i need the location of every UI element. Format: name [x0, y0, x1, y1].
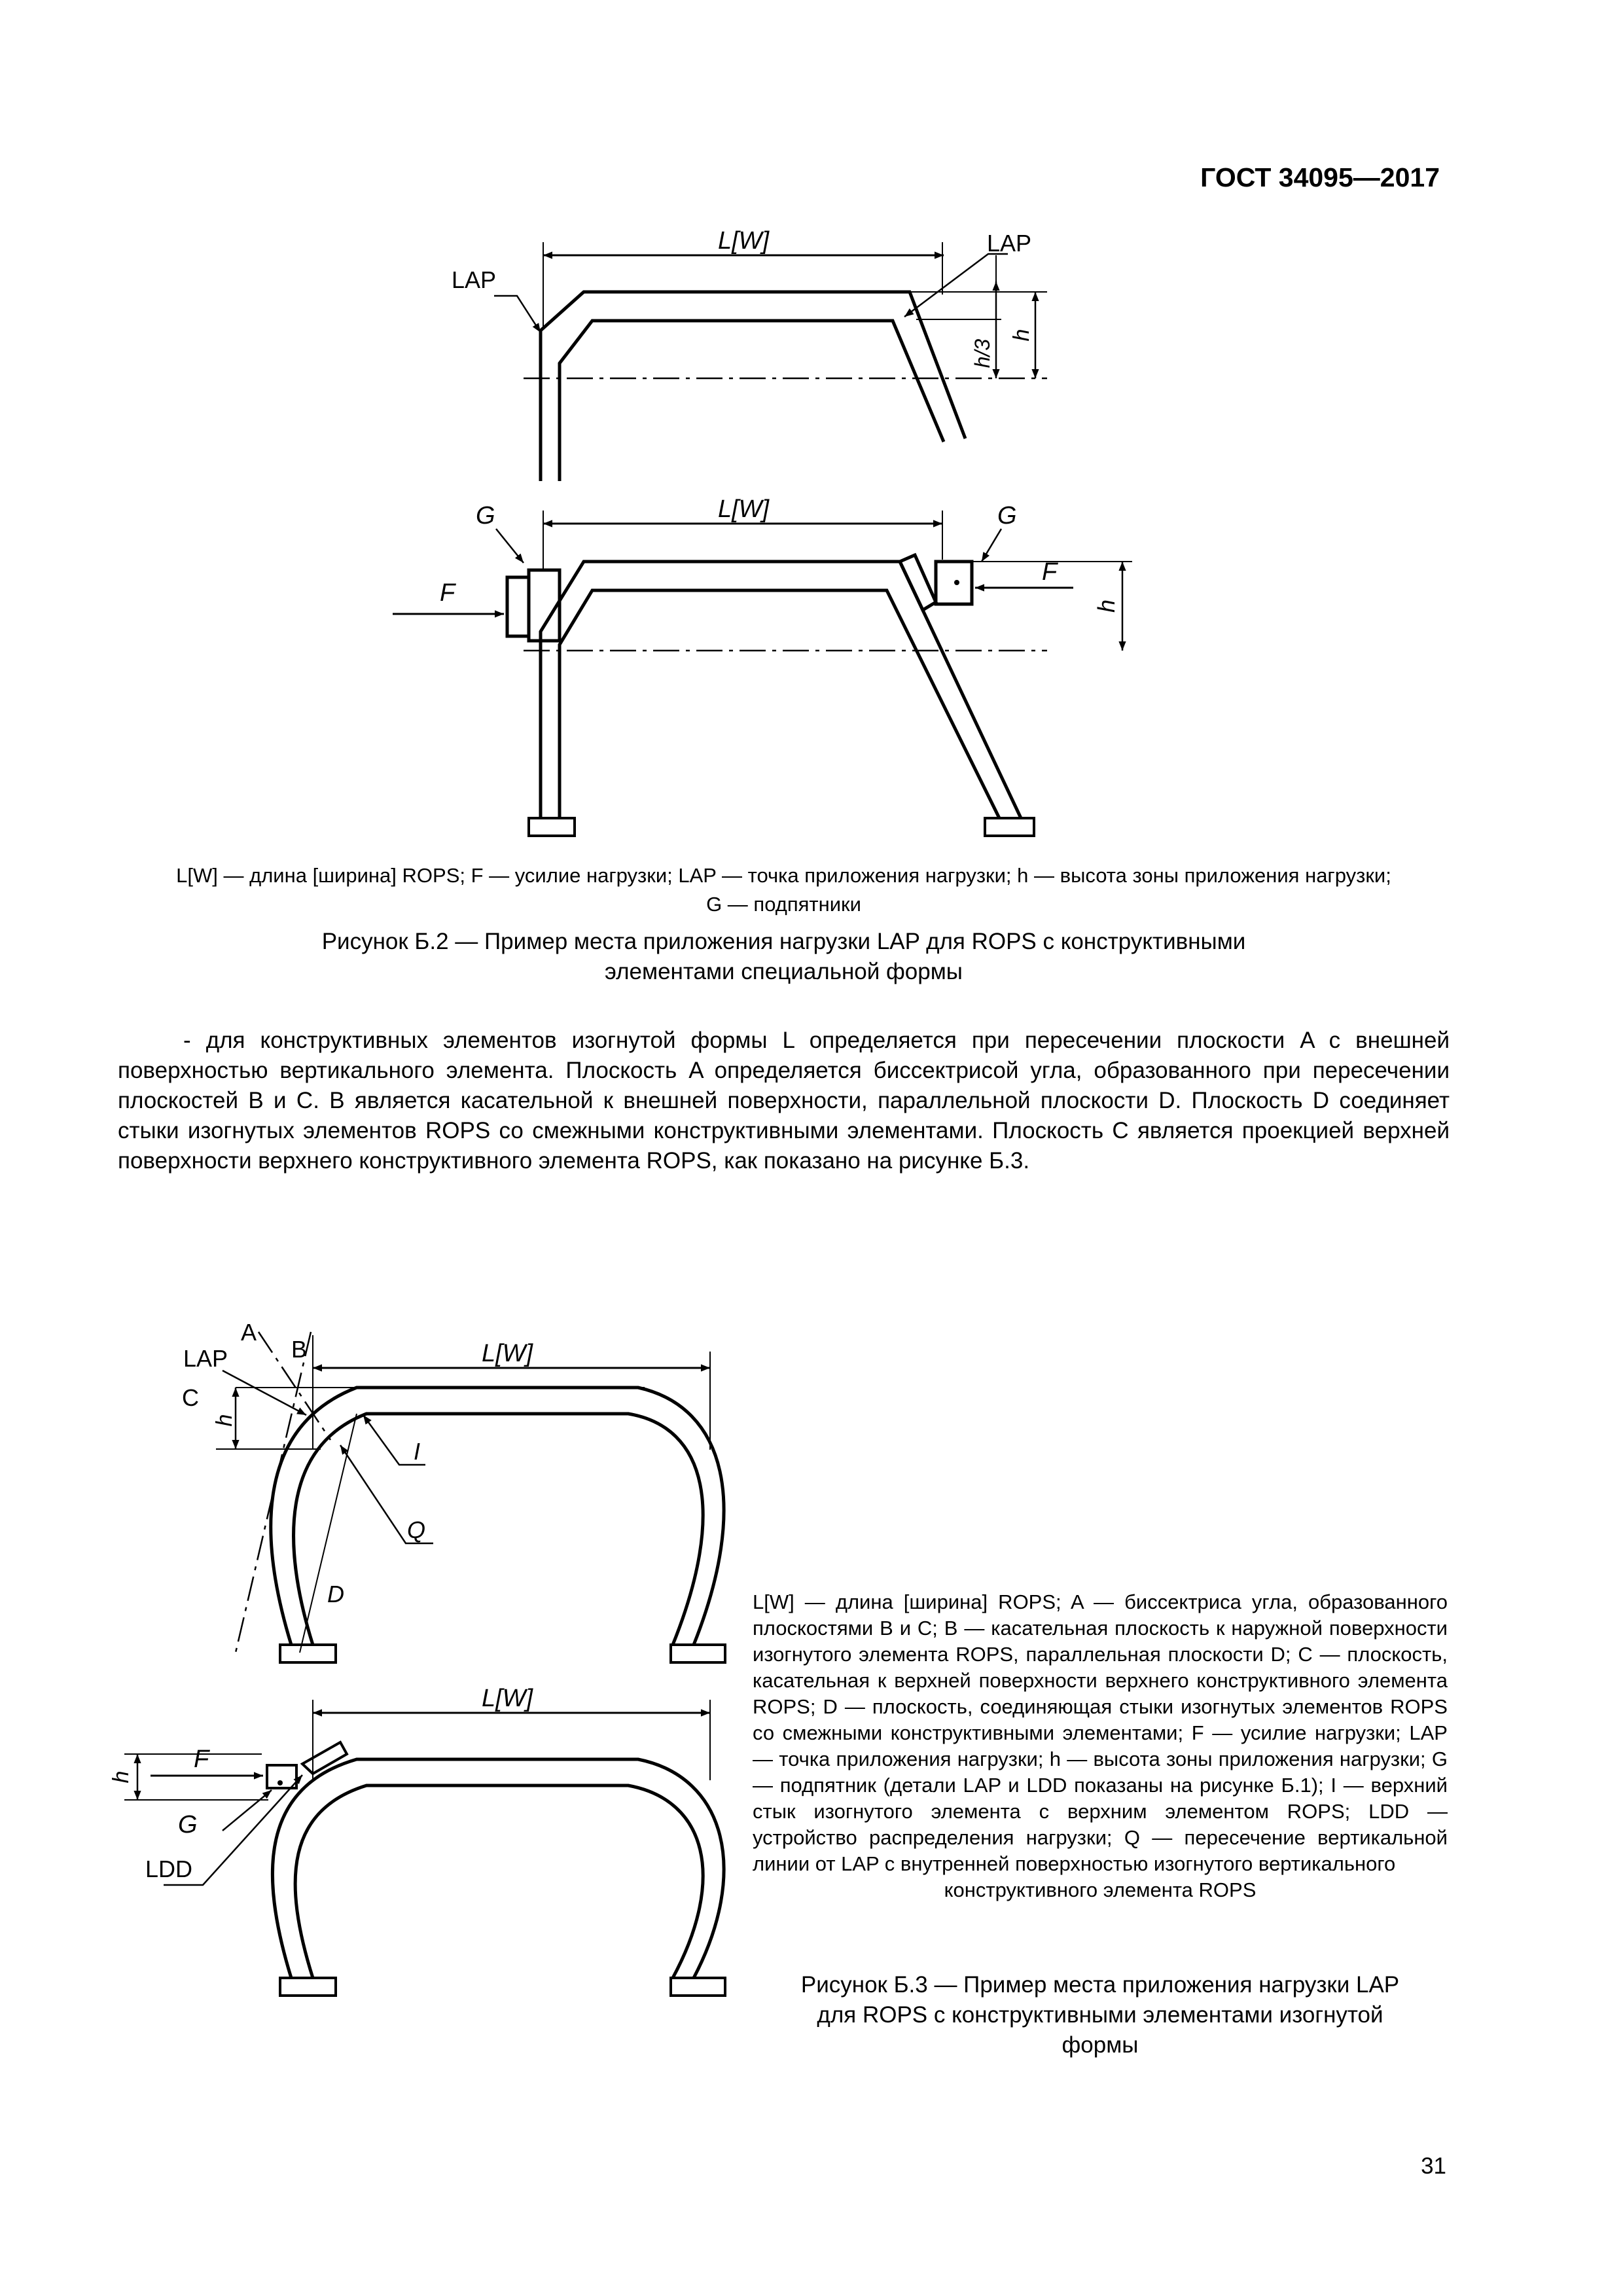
- figure-b3-title: [753, 1970, 1448, 2060]
- figure-b2-bottom-diagram: [393, 511, 1132, 836]
- figure-b2-legend-line2: G — подпятники: [706, 893, 861, 916]
- figure-b2-legend: [118, 861, 1450, 919]
- body-paragraph: - для конструктивных элементов изогнутой формы L определяется при пересечении плоскости A с внешней поверхностью вертикального элемента. Плоскость A определяется биссектрисой угла, образованного при пересечении плоскостей B и C. B является касательной к внешней поверхности, параллельной плоскости D. Плоскость D соединяет стыки изогнутых элементов ROPS со смежными конструктивными элементами. Плоскость C является проекцией верхней поверхности верхнего конструктивного элемента ROPS, как показано на рисунке Б.3.: [118, 1028, 1450, 1174]
- figure-b3-top-diagram: [216, 1332, 725, 1662]
- b3-g-label: G: [178, 1811, 198, 1839]
- b3-bottom-dim-label: L[W]: [481, 1685, 533, 1712]
- b2-bottom-h-label: h: [1093, 599, 1120, 613]
- b3-i-label: I: [414, 1438, 421, 1465]
- b2-top-h3-label: h/3: [971, 338, 994, 368]
- b2-bottom-dim-label: L[W]: [717, 495, 770, 523]
- b2-g-left-label: G: [476, 502, 495, 529]
- b2-top-lap-left: LAP: [452, 266, 497, 293]
- figure-b2-title-line2: элементами специальной формы: [605, 959, 963, 984]
- b2-f-left-label: F: [440, 579, 455, 607]
- b3-bottom-h-label: h: [109, 1770, 134, 1784]
- b2-g-right-label: G: [997, 502, 1017, 529]
- b2-top-dim-label: L[W]: [717, 227, 770, 255]
- b2-top-lap-right: LAP: [987, 230, 1032, 257]
- figure-b3-legend: [753, 1589, 1448, 1903]
- b3-a-label: A: [241, 1319, 257, 1346]
- figure-b2-title-line1: Рисунок Б.2 — Пример места приложения нагрузки LAP для ROPS с конструктивными: [321, 929, 1246, 954]
- b3-top-dim-label: L[W]: [481, 1340, 533, 1367]
- figure-b2-legend-line1: L[W] — длина [ширина] ROPS; F — усилие нагрузки; LAP — точка приложения нагрузки; h — высота зоны приложения нагрузки;: [176, 864, 1391, 887]
- figure-b3-title-line2: для ROPS с конструктивными элементами изогнутой: [817, 2002, 1383, 2028]
- b3-lap-label: LAP: [183, 1345, 228, 1372]
- figure-b3-legend-last-line: конструктивного элемента ROPS: [944, 1878, 1257, 1901]
- figure-b3-title-line3: формы: [1061, 2032, 1139, 2058]
- b3-c-label: C: [182, 1384, 199, 1411]
- b3-ldd-label: LDD: [145, 1856, 193, 1882]
- b3-f-label: F: [194, 1746, 209, 1773]
- b2-top-h-label: h: [1009, 329, 1034, 342]
- b3-b-label: B: [291, 1336, 308, 1363]
- b3-d-label: D: [327, 1581, 344, 1607]
- b3-top-h-label: h: [212, 1414, 237, 1427]
- standard-header: ГОСТ 34095—2017: [1200, 162, 1440, 192]
- page-number: 31: [1421, 2153, 1446, 2179]
- b3-q-label: Q: [407, 1516, 426, 1543]
- figure-b2-title: [118, 927, 1450, 987]
- figure-b3-legend-text: L[W] — длина [ширина] ROPS; A — биссектриса угла, образованного плоскостями B и C; B — касательная плоскость к наружной поверхности изогнутого элемента ROPS, параллельная плоскости D; C — плоскость, касательная к верхней поверхности верхнего конструктивного элемента ROPS; D — плоскость, соединяющая стыки изогнутых элементов ROPS со смежными конструктивными элементами; F — усилие нагрузки; LAP — точка приложения нагрузки; h — высота зоны приложения нагрузки; G — подпятник (детали LAP и LDD показаны на рисунке Б.1); I — верхний стык изогнутого элемента с верхним элементом ROPS; LDD — устройство распределения нагрузки; Q — пересечение вертикальной линии от LAP с внутренней поверхностью изогнутого вертикального: [753, 1590, 1448, 1875]
- figure-b3-title-line1: Рисунок Б.3 — Пример места приложения нагрузки LAP: [800, 1972, 1400, 1998]
- b2-f-right-label: F: [1042, 558, 1058, 586]
- figure-b2-top-diagram: [494, 242, 1047, 481]
- figure-b3-bottom-diagram: [124, 1700, 725, 1996]
